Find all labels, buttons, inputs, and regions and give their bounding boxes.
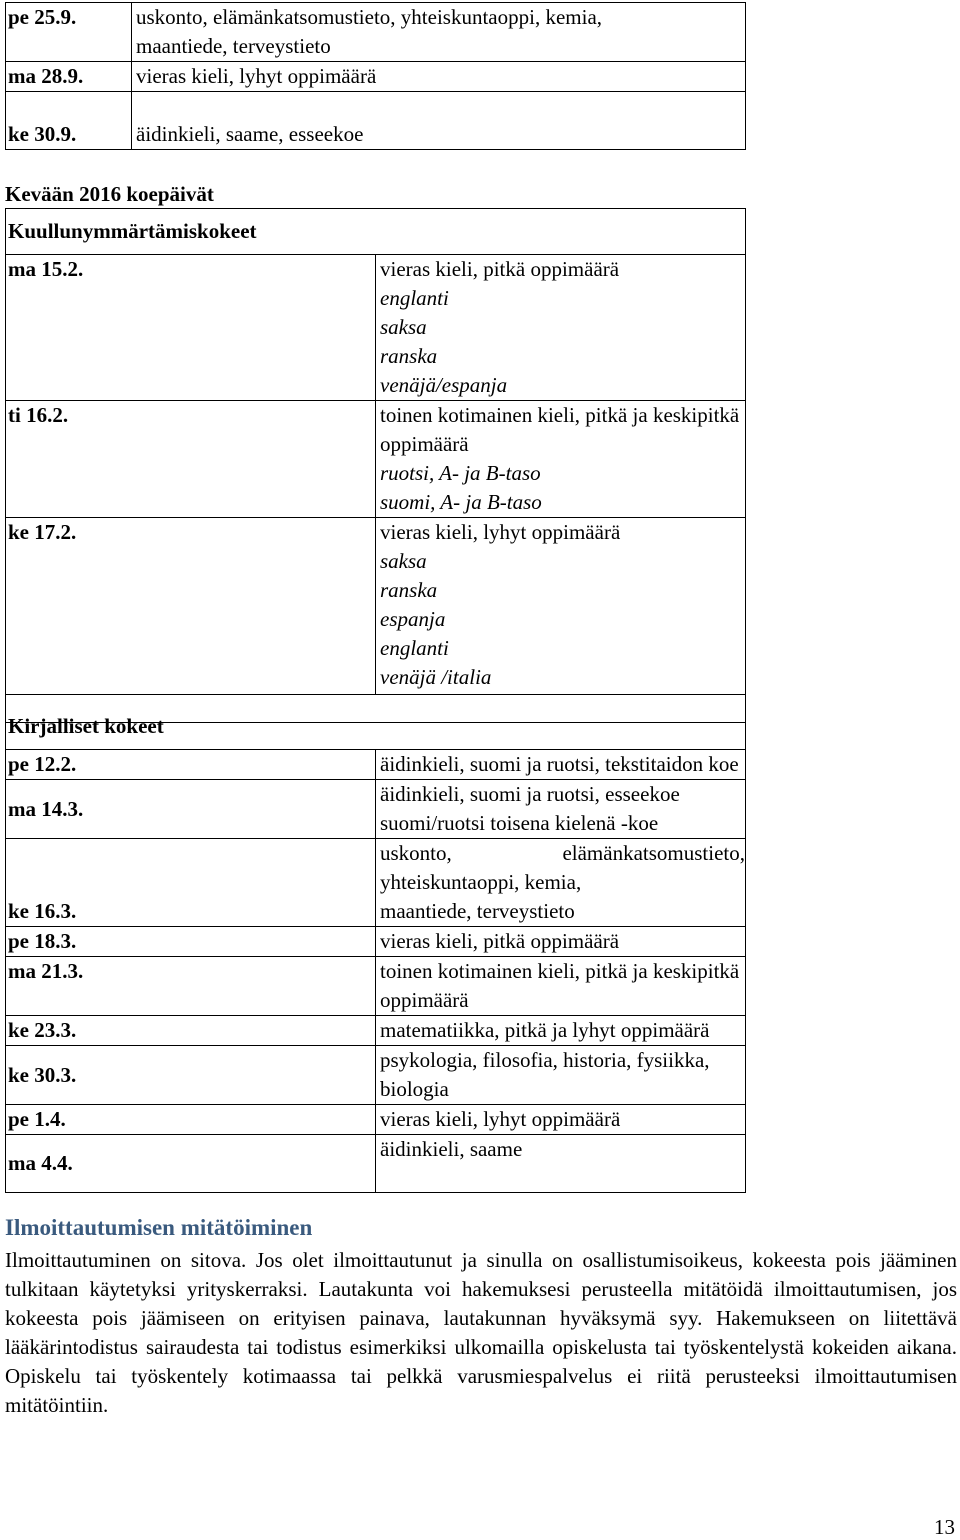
exam-subjects: äidinkieli, saame, esseekoe xyxy=(132,92,746,150)
exam-date: ti 16.2. xyxy=(6,401,376,518)
exam-date: pe 12.2. xyxy=(6,750,376,780)
listening-heading: Kuullunymmärtämiskokeet xyxy=(6,209,746,255)
table-row xyxy=(6,518,746,695)
table-row xyxy=(6,927,746,957)
cancellation-heading: Ilmoittautumisen mitätöiminen xyxy=(5,1215,313,1240)
exam-subjects: vieras kieli, lyhyt oppimäärä xyxy=(132,62,746,92)
cancellation-paragraph: Ilmoittautuminen on sitova. Jos olet ilmoittautunut ja sinulla on osallistumisoikeus, kokeesta pois jääminen tulkitaan käytetyksi yrityskerraksi. Lautakunta voi hakemuksesi perusteella mitätöidä ilmoittautumisen, jos kokeesta pois jäämiseen on erityisen painava, lautakunnan hyväksymä syy. Hakemukseen on liitettävä lääkärintodistus sairaudesta tai todistus esimerkiksi ulkomailla opiskelusta tai työskentelystä kokeiden aikana. Opiskelu tai työskentely kotimaassa tai pelkkä varusmiespalvelus ei riitä perusteeksi ilmoittautumisen mitätöintiin. xyxy=(5,1248,957,1417)
table-row xyxy=(6,839,746,927)
exam-date: ke 16.3. xyxy=(6,839,376,927)
table-header-row xyxy=(6,695,746,750)
table-row xyxy=(6,750,746,780)
table-row xyxy=(6,3,746,62)
exam-subjects: äidinkieli, saame xyxy=(376,1135,746,1193)
exam-subjects: matematiikka, pitkä ja lyhyt oppimäärä xyxy=(376,1016,746,1046)
table-header-row xyxy=(6,209,746,255)
exam-date: pe 18.3. xyxy=(6,927,376,957)
page-number: 13 xyxy=(934,1515,955,1539)
exam-subjects: toinen kotimainen kieli, pitkä ja keskipitkä oppimäärä xyxy=(376,957,746,1016)
table-row xyxy=(6,92,746,150)
exam-subjects: vieras kieli, pitkä oppimäärä xyxy=(376,927,746,957)
exam-date: ma 4.4. xyxy=(6,1135,376,1193)
exam-subjects: vieras kieli, lyhyt oppimäärä saksa ranska espanja englanti venäjä /italia xyxy=(376,518,746,695)
autumn-exam-table xyxy=(5,2,746,150)
exam-date: ke 23.3. xyxy=(6,1016,376,1046)
written-exam-table xyxy=(5,694,746,1193)
exam-subjects: vieras kieli, pitkä oppimäärä englanti saksa ranska venäjä/espanja xyxy=(376,255,746,401)
exam-subjects: uskonto, elämänkatsomustieto, yhteiskuntaoppi, kemia, maantiede, terveystieto xyxy=(376,839,746,927)
exam-subjects: äidinkieli, suomi ja ruotsi, tekstitaidon koe xyxy=(376,750,746,780)
table-row xyxy=(6,957,746,1016)
table-row xyxy=(6,1105,746,1135)
exam-date: ke 17.2. xyxy=(6,518,376,695)
exam-subjects: äidinkieli, suomi ja ruotsi, esseekoe suomi/ruotsi toisena kielenä -koe xyxy=(376,780,746,839)
table-row xyxy=(6,401,746,518)
exam-date: ke 30.3. xyxy=(6,1046,376,1105)
table-row xyxy=(6,62,746,92)
table-row xyxy=(6,255,746,401)
exam-date: pe 25.9. xyxy=(6,3,132,62)
exam-date: ma 21.3. xyxy=(6,957,376,1016)
table-row xyxy=(6,1046,746,1105)
exam-subjects: psykologia, filosofia, historia, fysiikka, biologia xyxy=(376,1046,746,1105)
exam-subjects: uskonto, elämänkatsomustieto, yhteiskuntaoppi, kemia, maantiede, terveystieto xyxy=(132,3,746,62)
exam-subjects: toinen kotimainen kieli, pitkä ja keskipitkä oppimäärä ruotsi, A- ja B-taso suomi, A- ja B-taso xyxy=(376,401,746,518)
table-row xyxy=(6,1016,746,1046)
spring-heading: Kevään 2016 koepäivät xyxy=(5,182,214,206)
exam-date: ke 30.9. xyxy=(6,92,132,150)
written-heading: Kirjalliset kokeet xyxy=(6,695,746,750)
table-row xyxy=(6,780,746,839)
exam-date: ma 15.2. xyxy=(6,255,376,401)
exam-date: ma 28.9. xyxy=(6,62,132,92)
table-row xyxy=(6,1135,746,1193)
exam-date: ma 14.3. xyxy=(6,780,376,839)
exam-subjects: vieras kieli, lyhyt oppimäärä xyxy=(376,1105,746,1135)
exam-date: pe 1.4. xyxy=(6,1105,376,1135)
listening-exam-table xyxy=(5,208,746,723)
